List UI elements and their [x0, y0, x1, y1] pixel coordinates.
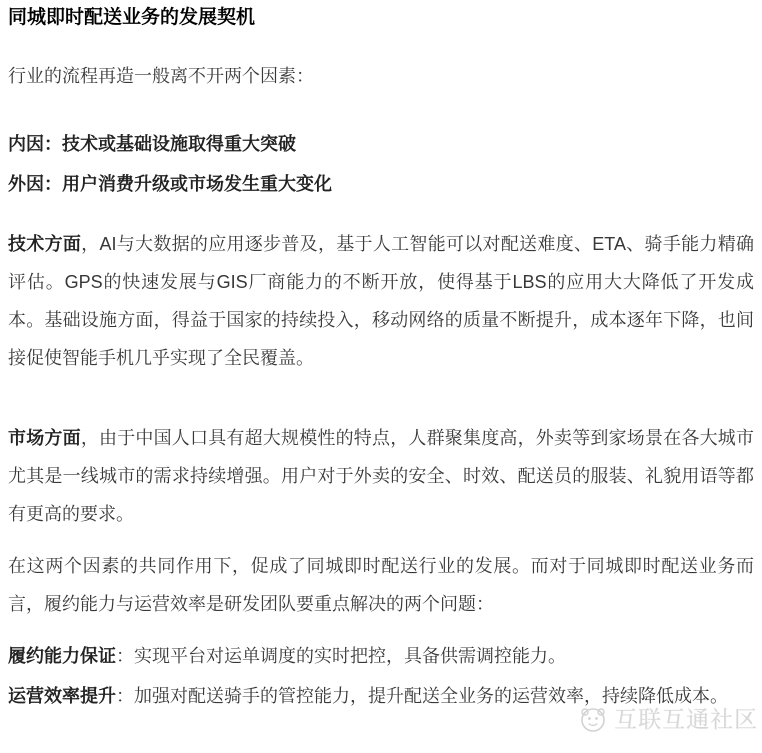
market-lead: 市场方面	[8, 428, 81, 448]
paragraph-external-factor: 外因：用户消费升级或市场发生重大变化	[8, 174, 332, 194]
paragraph-internal-factor: 内因：技术或基础设施取得重大突破	[8, 134, 296, 154]
technology-lead: 技术方面	[8, 234, 82, 254]
article-title: 同城即时配送业务的发展契机	[8, 7, 256, 28]
mascot-logo-icon	[578, 704, 608, 734]
paragraph-conclusion: 在这两个因素的共同作用下，促成了同城即时配送行业的发展。而对于同城即时配送业务而言，履约能力与运营效率是研发团队要重点解决的两个问题：	[8, 556, 754, 614]
paragraph-technology	[8, 225, 754, 377]
fulfillment-text: ：实现平台对运单调度的实时把控，具备供需调控能力。	[116, 646, 566, 666]
paragraph-fulfillment	[8, 637, 754, 675]
paragraph-intro: 行业的流程再造一般离不开两个因素：	[8, 66, 314, 86]
technology-text: ，AI与大数据的应用逐步普及，基于人工智能可以对配送难度、ETA、骑手能力精确评估。GPS的快速发展与GIS厂商能力的不断开放，使得基于LBS的应用大大降低了开发成本。基础设施方面，得益于国家的持续投入，移动网络的质量不断提升，成本逐年下降，也间接促使智能手机几乎实现了全民覆盖。	[8, 234, 754, 368]
watermark-text: 互联互通社区	[614, 706, 758, 732]
market-text: ，由于中国人口具有超大规模性的特点，人群聚集度高，外卖等到家场景在各大城市尤其是一线城市的需求持续增强。用户对于外卖的安全、时效、配送员的服装、礼貌用语等都有更高的要求。	[8, 428, 755, 524]
efficiency-text: ：加强对配送骑手的管控能力，提升配送全业务的运营效率，持续降低成本。	[116, 686, 728, 706]
fulfillment-lead: 履约能力保证	[8, 646, 116, 666]
watermark	[578, 702, 758, 736]
paragraph-market	[8, 419, 754, 533]
efficiency-lead: 运营效率提升	[8, 686, 116, 706]
